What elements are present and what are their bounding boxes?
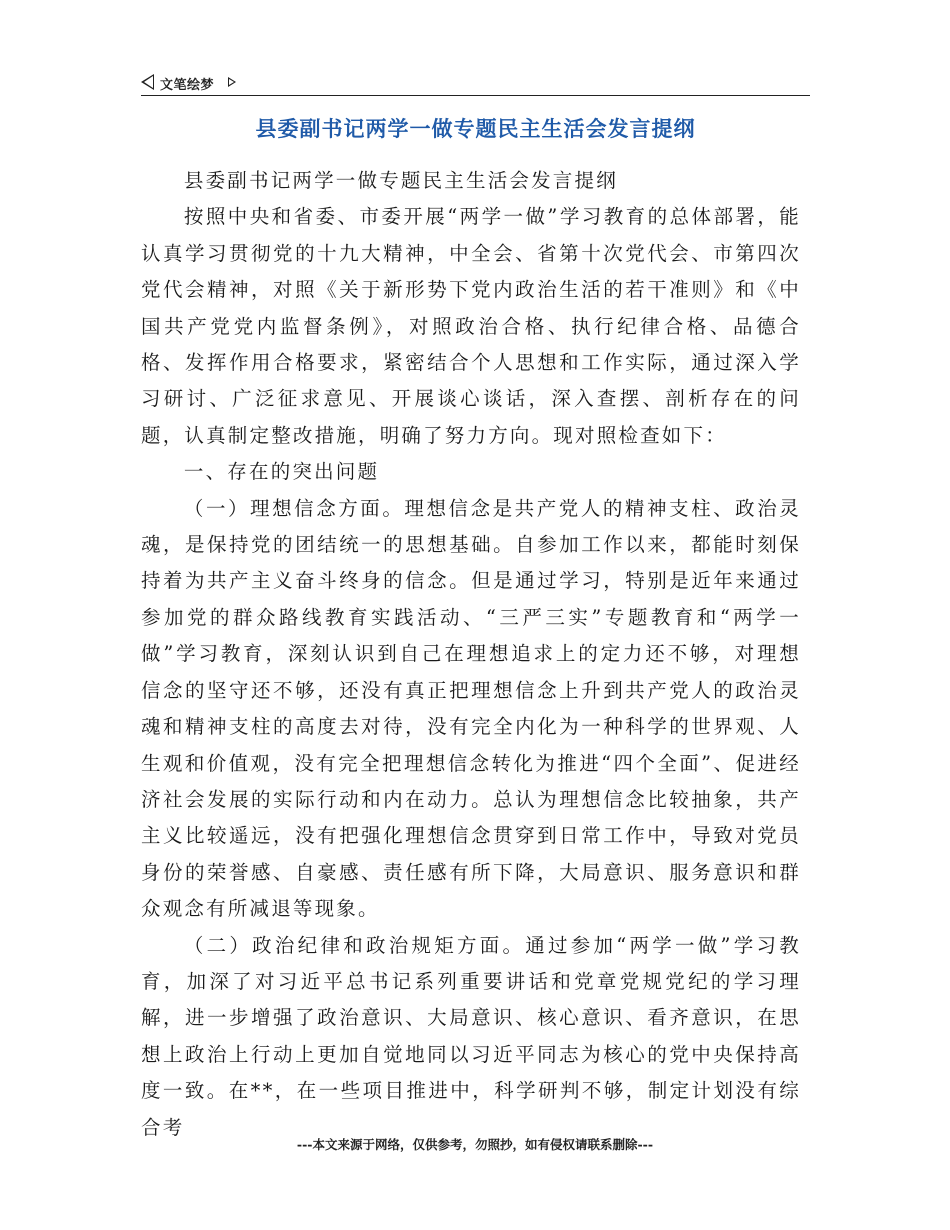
header-brand: 文笔绘梦 [160, 78, 215, 93]
paragraph-intro: 按照中央和省委、市委开展“两学一做”学习教育的总体部署，能认真学习贯彻党的十九大精神，中全会、省第十次党代会、市第四次党代会精神，对照《关于新形势下党内政治生活的若干准则》和《中国共产党党内监督条例》，对照政治合格、执行纪律合格、品德合格、发挥作用合格要求，紧密结合个人思想和工作实际，通过深入学习研讨、广泛征求意见、开展谈心谈话，深入查摆、剖析存在的问题，认真制定整改措施，明确了努力方向。现对照检查如下： [141, 205, 801, 447]
triangle-left-outline-icon [141, 74, 154, 90]
page-header [141, 70, 810, 96]
triangle-right-outline-icon [228, 77, 236, 87]
paragraph-discipline: （二）政治纪律和政治规矩方面。通过参加“两学一做”学习教育，加深了对习近平总书记系列重要讲话和党章党规党纪的学习理解，进一步增强了政治意识、大局意识、核心意识、看齐意识，在思想上政治上行动上更加自觉地同以习近平同志为核心的党中央保持高度一致。在**，在一些项目推进中，科学研判不够，制定计划没有综合考 [141, 933, 801, 1139]
page-footer: ---本文来源于网络，仅供参考，勿照抄，如有侵权请联系删除--- [296, 1137, 654, 1152]
paragraph-ideals: （一）理想信念方面。理想信念是共产党人的精神支柱、政治灵魂，是保持党的团结统一的思想基础。自参加工作以来，都能时刻保持着为共产主义奋斗终身的信念。但是通过学习，特别是近年来通过参加党的群众路线教育实践活动、“三严三实”专题教育和“两学一做”学习教育，深刻认识到自己在理想追求上的定力还不够，对理想信念的坚守还不够，还没有真正把理想信念上升到共产党人的政治灵魂和精神支柱的高度去对待，没有完全内化为一种科学的世界观、人生观和价值观，没有完全把理想信念转化为推进“四个全面”、促进经济社会发展的实际行动和内在动力。总认为理想信念比较抽象，共产主义比较遥远，没有把强化理想信念贯穿到日常工作中，导致对党员身份的荣誉感、自豪感、责任感有所下降，大局意识、服务意识和群众观念有所减退等现象。 [141, 496, 801, 921]
document-body [141, 163, 801, 1146]
section-heading: 一、存在的突出问题 [183, 460, 380, 484]
paragraph-subtitle: 县委副书记两学一做专题民主生活会发言提纲 [183, 169, 618, 192]
document-title: 县委副书记两学一做专题民主生活会发言提纲 [255, 116, 696, 141]
